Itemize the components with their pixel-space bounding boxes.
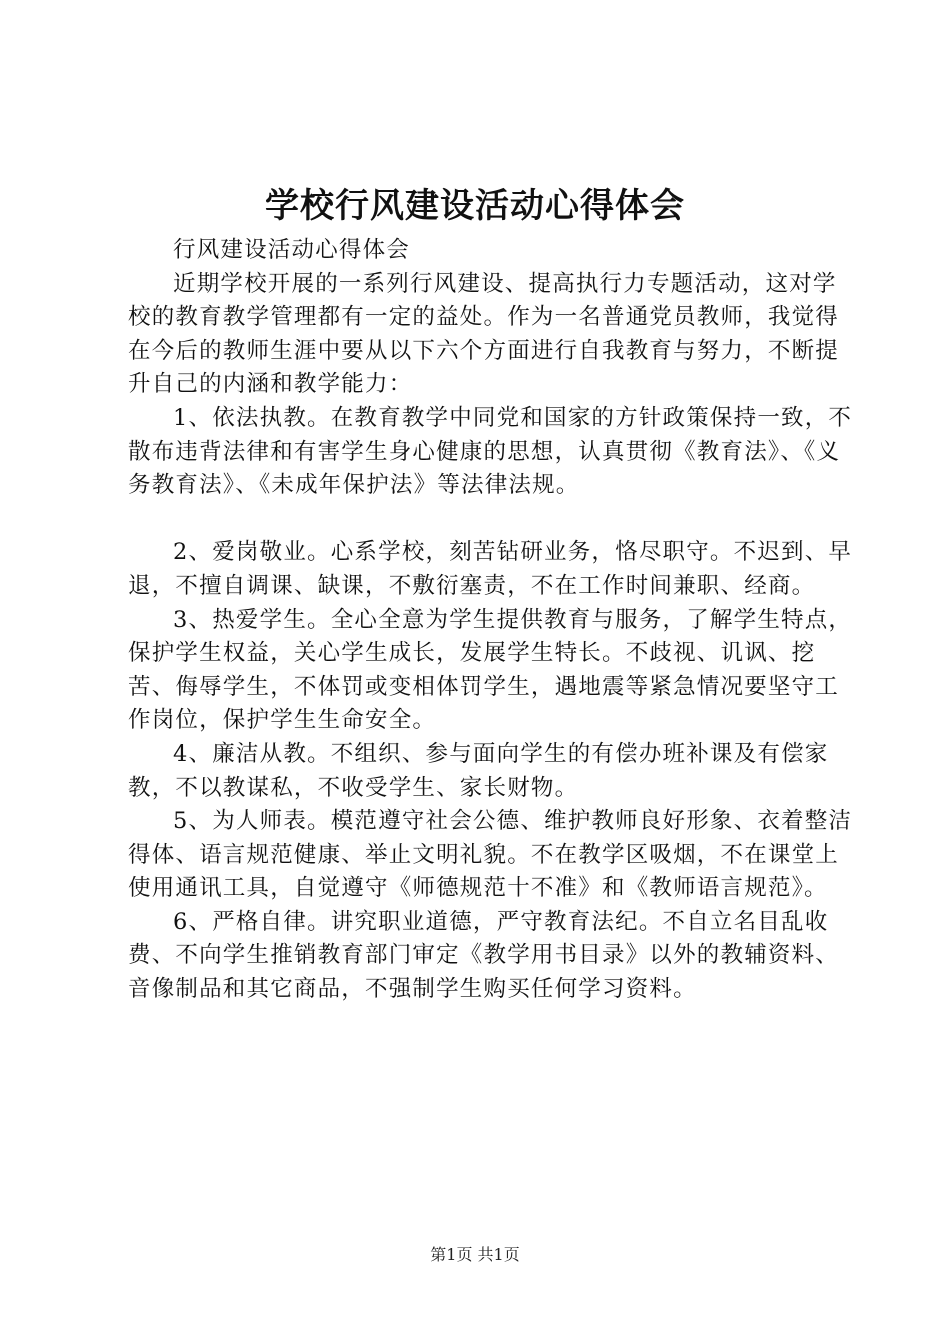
page-footer: 第1页 共1页: [430, 1245, 520, 1264]
point-5-paragraph: 5、为人师表。模范遵守社会公德、维护教师良好形象、衣着整洁得体、语言规范健康、举止文明礼貌。不在教学区吸烟，不在课堂上使用通讯工具，自觉遵守《师德规范十不准》和《教师语言规范》。: [128, 808, 853, 902]
point-3-paragraph: 3、热爱学生。全心全意为学生提供教育与服务，了解学生特点，保护学生权益，关心学生成长，发展学生特长。不歧视、讥讽、挖苦、侮辱学生，不体罚或变相体罚学生，遇地震等紧急情况要坚守工作岗位，保护学生生命安全。: [128, 606, 853, 734]
point-4-paragraph: 4、廉洁从教。不组织、参与面向学生的有偿办班补课及有偿家教，不以教谋私，不收受学生、家长财物。: [128, 740, 829, 801]
subtitle-paragraph: 行风建设活动心得体会: [173, 237, 411, 263]
point-2-paragraph: 2、爱岗敬业。心系学校，刻苦钻研业务，恪尽职守。不迟到、早退，不擅自调课、缺课，不敷衍塞责，不在工作时间兼职、经商。: [128, 539, 853, 599]
document-body: [128, 234, 854, 1007]
point-6-paragraph: 6、严格自律。讲究职业道德，严守教育法纪。不自立名目乱收费、不向学生推销教育部门审定《教学用书目录》以外的教辅资料、音像制品和其它商品，不强制学生购买任何学习资料。: [128, 908, 840, 1003]
document-title: 学校行风建设活动心得体会: [265, 186, 685, 226]
point-1-paragraph: 1、依法执教。在教育教学中同党和国家的方针政策保持一致，不散布违背法律和有害学生身心健康的思想，认真贯彻《教育法》、《义务教育法》、《未成年保护法》等法律法规。: [128, 404, 853, 499]
intro-paragraph: 近期学校开展的一系列行风建设、提高执行力专题活动，这对学校的教育教学管理都有一定的益处。作为一名普通党员教师，我觉得在今后的教师生涯中要从以下六个方面进行自我教育与努力，不断提升自己的内涵和教学能力：: [128, 270, 840, 398]
